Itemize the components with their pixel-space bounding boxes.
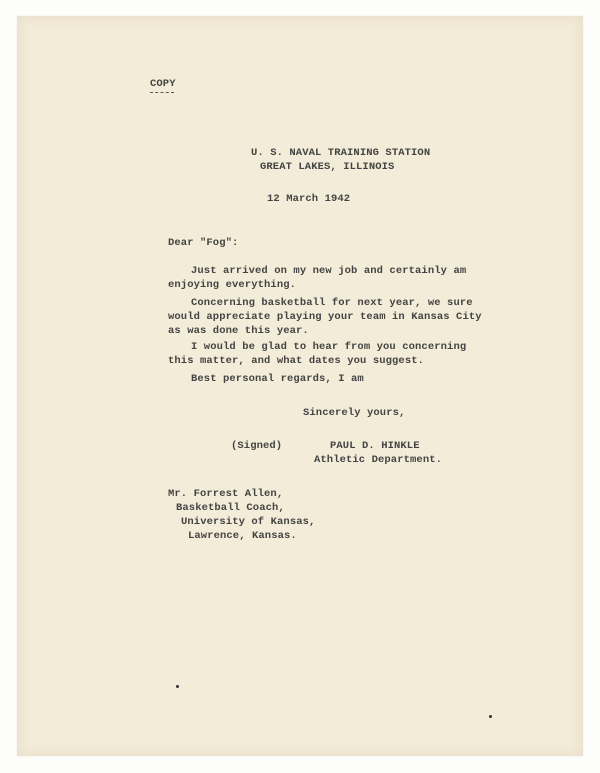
paragraph-2-line-1: Concerning basketball for next year, we sure — [191, 297, 473, 309]
copy-underline — [150, 92, 174, 93]
salutation: Dear "Fog": — [168, 237, 239, 249]
signed-note: (Signed) — [231, 440, 283, 452]
recipient-line-4: Lawrence, Kansas. — [188, 530, 297, 542]
letterhead-line-1: U. S. NAVAL TRAINING STATION — [251, 147, 431, 159]
signer-name: PAUL D. HINKLE — [330, 440, 420, 452]
letter-page — [17, 16, 583, 756]
paragraph-2-line-3: as was done this year. — [168, 325, 309, 337]
recipient-line-2: Basketball Coach, — [176, 502, 285, 514]
signer-title: Athletic Department. — [314, 454, 443, 466]
paragraph-2-line-2: would appreciate playing your team in Kansas City — [168, 311, 482, 323]
paper-speck — [489, 715, 492, 718]
letterhead-line-2: GREAT LAKES, ILLINOIS — [260, 161, 395, 173]
closing: Sincerely yours, — [303, 407, 406, 419]
paragraph-3-line-2: this matter, and what dates you suggest. — [168, 355, 425, 367]
paragraph-1-line-1: Just arrived on my new job and certainly am — [191, 265, 467, 277]
paragraph-1-line-2: enjoying everything. — [168, 279, 297, 291]
paragraph-4: Best personal regards, I am — [191, 373, 364, 385]
paragraph-3-line-1: I would be glad to hear from you concerning — [191, 341, 467, 353]
letter-date: 12 March 1942 — [267, 193, 351, 205]
copy-mark: COPY — [150, 78, 176, 90]
paper-speck — [176, 685, 179, 688]
recipient-line-1: Mr. Forrest Allen, — [168, 488, 284, 500]
recipient-line-3: University of Kansas, — [181, 516, 316, 528]
